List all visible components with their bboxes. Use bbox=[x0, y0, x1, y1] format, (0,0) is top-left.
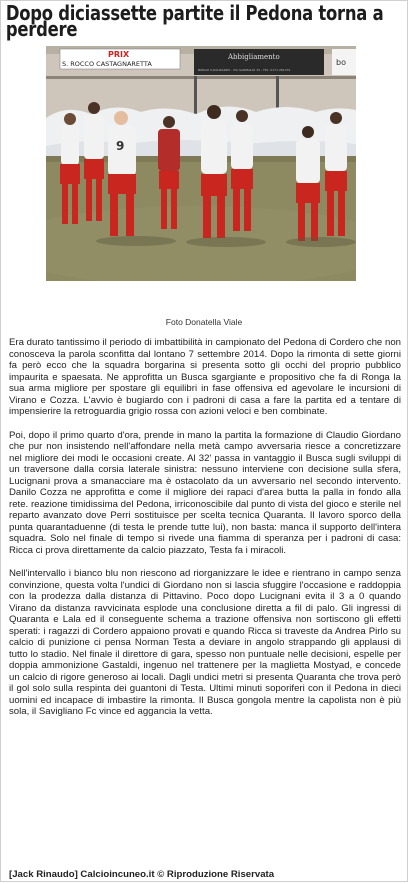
article-signature: [Jack Rinaudo] Calcioincuneo.it © Riproduzione Riservata bbox=[9, 869, 275, 880]
article-title: Dopo diciassette partite il Pedona torna a perdere bbox=[5, 1, 384, 41]
article-paragraph-2: Poi, dopo il primo quarto d'ora, prende in mano la partita la formazione di Claudio Giordano che pur non insistendo nell'affondare nella metà campo avversaria riesce a concretizzare nel migliore dei modi le occasioni create. Al 32' passa in vantaggio il Busca sugli sviluppi di un traversone dalla corsia laterale sinistra: nessuno interviene con decisione sulla sfera, Lucignani prova a smanacciare ma è ostacolato da un avversario nel secondo intervento. Danilo Cozza ne approfitta e come il migliore dei rapaci d'area butta la palla in fondo alla rete. reazione timidissima del Pedona, irriconoscibile dal punto di vista del gioco e sterile nel reparto avanzato dove Perri sostituisce per scelta tecnica Quaranta. Il lavoro sporco della punta quarantaduenne (di testa le prende tutte lui), non basta: manca il supporto dell'intera squadra. Solo nel finale di tempo si rivede una fiamma di speranza per i padroni di casa: Ricca ci prova direttamente da calcio piazzato, Testa fa i miracoli. bbox=[9, 429, 401, 556]
article-paragraph-3: Nell'intervallo i bianco blu non riescono ad riorganizzare le idee e rientrano in campo senza convinzione, questa volta l'undici di Giordano non si lascia sfuggire l'occasione e raddoppia con la prodezza dalla distanza di Pittavino. Poco dopo Lucignani evita il 3 a 0 quando Virano da distanza ravvicinata esplode una conclusione diretta a fil di palo. Gli ingressi di Quaranta e Lala ed il conseguente schema a trazione offensiva non sortiscono gli effetti sperati: i ragazzi di Cordero appaiono provati e quando Ricca si traveste da Andrea Pirlo su calcio di punizione ci pensa Norman Testa a deviare in angolo strappando gli applausi di tutto lo stadio. Nel finale il direttore di gara, spesso non puntuale nelle decisioni, espelle per doppia ammonizione Gastaldi, ingenuo nel trattenere per la maglietta Mostyad, e concede un calcio di rigore generoso ai locali. Dagli undici metri si presenta Quaranta che trova però il gol solo sulla respinta dei guantoni di Testa. Ultimi minuti soporiferi con il Pedona in dieci uomini ed incapace di imbastire la rimonta. Il Busca gongola mentre la capolista non è più sola, il Savigliano Fc vince ed aggancia la vetta. bbox=[9, 568, 401, 717]
banner-left-text: S. ROCCO CASTAGNARETTA bbox=[62, 60, 152, 68]
photo-caption: Foto Donatella Viale bbox=[165, 317, 243, 327]
banner-far-right: bo bbox=[336, 58, 346, 67]
match-photo bbox=[46, 46, 356, 281]
banner-right-sub: BORGO S.DALMAZZO - VIA GARIBALDI 33 - TEL. 0171 261331 bbox=[198, 68, 291, 72]
banner-left-brand: PRIX bbox=[108, 50, 130, 59]
article-paragraph-1: Era durato tantissimo il periodo di imbattibilità in campionato del Pedona di Cordero che non conosceva la parola sconfitta dal lontano 7 settembre 2014. Dopo la rimonta di sette giorni fa però ecco che la squadra borgarina si presenta sotto gli occhi del proprio pubblico impaurita e spaesata. Ne approfitta un Busca sgargiante e propositivo che fa di Ronga la sua arma migliore per spostare gli equilibri in fase offensiva ed agevolare le incursioni di Virano e Cozza. L'avvio è bugiardo con i padroni di casa a fare la partita ed a tentare di impensierire la retroguardia grigio rossa con azioni veloci e ben combinate. bbox=[9, 337, 401, 417]
svg-text:9: 9 bbox=[116, 139, 125, 153]
banner-right-text: Abbigliamento bbox=[228, 53, 280, 61]
article-body bbox=[9, 337, 401, 730]
